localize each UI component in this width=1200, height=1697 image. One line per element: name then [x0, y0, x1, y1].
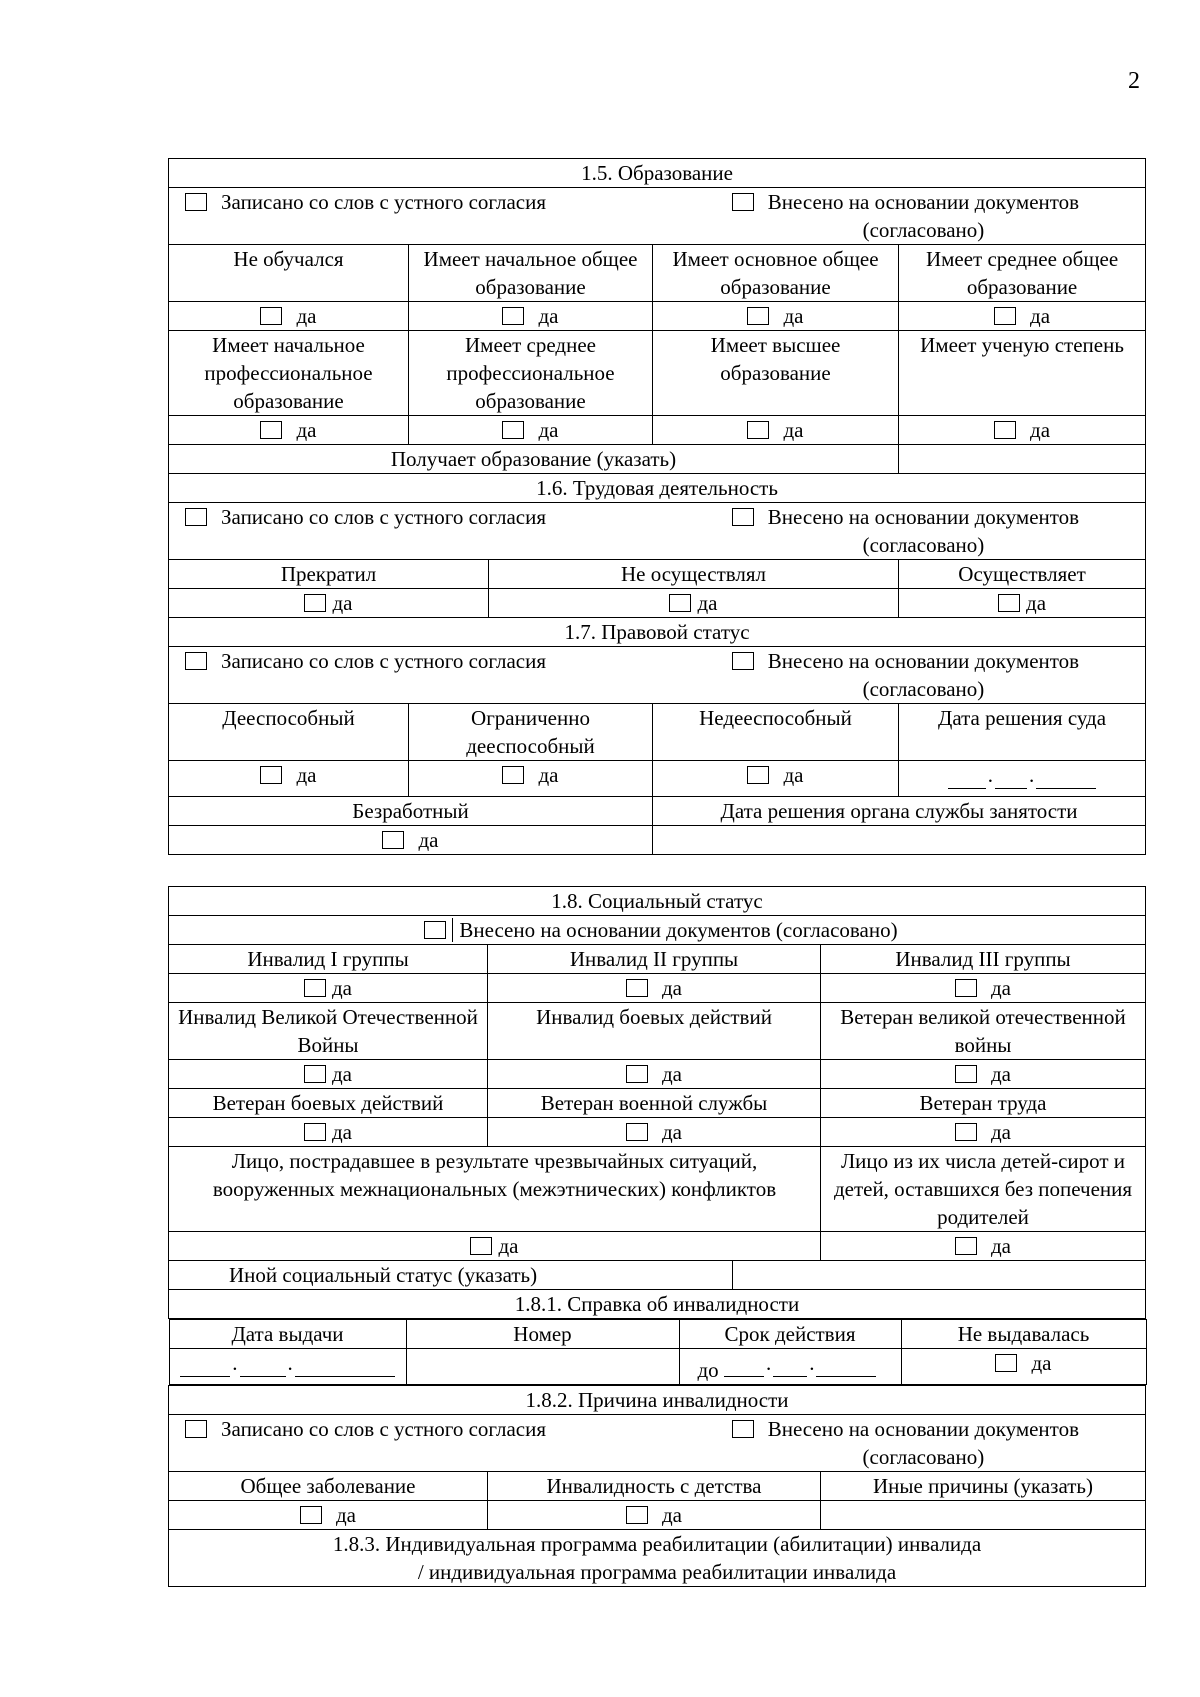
header-combat-veteran: Ветеран боевых действий — [169, 1089, 488, 1118]
checkbox-general-disease[interactable] — [300, 1506, 322, 1524]
label-agreed: (согласовано) — [862, 218, 985, 242]
header-court-date: Дата решения суда — [899, 704, 1146, 761]
section-title-legal: 1.7. Правовой статус — [169, 618, 1146, 647]
label-oral-consent: Записано со слов с устного согласия — [221, 649, 546, 673]
label-agreed: (согласовано) — [862, 677, 985, 701]
label-documents: Внесено на основании документов — [767, 1417, 1079, 1441]
label-documents: Внесено на основании документов — [767, 190, 1080, 214]
label-yes: да — [498, 1234, 519, 1258]
certificate-subtable — [169, 1319, 1147, 1385]
checkbox-academic-degree[interactable] — [994, 421, 1016, 439]
header-disabled-group-1: Инвалид I группы — [169, 945, 488, 974]
page-number: 2 — [1128, 68, 1140, 94]
label-yes: да — [783, 763, 804, 787]
checkbox-childhood-disability[interactable] — [626, 1506, 648, 1524]
checkbox-oral-consent[interactable] — [185, 193, 207, 211]
header-basic-general: Имеет основное общее образование — [653, 245, 899, 302]
header-secondary-general: Имеет среднее общее образование — [899, 245, 1146, 302]
label-yes: да — [661, 1120, 682, 1144]
header-performing: Осуществляет — [899, 560, 1146, 589]
header-military-veteran: Ветеран военной службы — [488, 1089, 821, 1118]
checkbox-primary-general[interactable] — [502, 307, 524, 325]
label-yes: да — [661, 976, 682, 1000]
label-yes: да — [783, 418, 804, 442]
rehab-title-line-1: 1.8.3. Индивидуальная программа реабилитации (абилитации) инвалида — [332, 1532, 982, 1556]
label-oral-consent: Записано со слов с устного согласия — [221, 505, 546, 529]
header-disabled-group-3: Инвалид III группы — [821, 945, 1146, 974]
header-labor-veteran: Ветеран труда — [821, 1089, 1146, 1118]
label-yes: да — [296, 304, 317, 328]
field-receiving-education[interactable] — [899, 445, 1146, 474]
header-primary-professional: Имеет начальное профессиональное образование — [169, 331, 409, 416]
header-number: Номер — [406, 1320, 679, 1349]
label-oral-consent: Записано со слов с устного согласия — [221, 1417, 546, 1441]
checkbox-oral-consent[interactable] — [185, 1420, 207, 1438]
checkbox-combat-veteran[interactable] — [304, 1123, 326, 1141]
header-orphan: Лицо из их числа детей-сирот и детей, оставшихся без попечения родителей — [821, 1147, 1146, 1232]
label-yes: да — [1026, 591, 1047, 615]
field-other-causes[interactable] — [821, 1501, 1146, 1530]
label-yes: да — [697, 591, 718, 615]
header-not-studied: Не обучался — [169, 245, 409, 302]
label-documents: Внесено на основании документов — [767, 505, 1080, 529]
label-yes: да — [418, 828, 439, 852]
label-yes: да — [990, 1234, 1011, 1258]
checkbox-documents[interactable] — [732, 652, 754, 670]
label-yes: да — [296, 763, 317, 787]
label-yes: да — [538, 304, 559, 328]
header-not-issued: Не выдавалась — [901, 1320, 1146, 1349]
checkbox-not-studied[interactable] — [260, 307, 282, 325]
rehab-title-line-2: / индивидуальная программа реабилитации инвалида — [417, 1560, 897, 1584]
label-yes: да — [1031, 1351, 1052, 1375]
section-title-disability-certificate: 1.8.1. Справка об инвалидности — [169, 1290, 1146, 1319]
checkbox-labor-veteran[interactable] — [955, 1123, 977, 1141]
checkbox-not-issued[interactable] — [995, 1354, 1017, 1372]
checkbox-disabled-group-3[interactable] — [955, 979, 977, 997]
label-yes: да — [332, 591, 353, 615]
header-capable: Дееспособный — [169, 704, 409, 761]
label-yes: да — [331, 1062, 352, 1086]
label-yes: да — [296, 418, 317, 442]
checkbox-limited-capable[interactable] — [502, 766, 524, 784]
checkbox-incapable[interactable] — [747, 766, 769, 784]
label-yes: да — [538, 763, 559, 787]
header-incapable: Недееспособный — [653, 704, 899, 761]
form-table-education-work-legal — [168, 158, 1146, 855]
checkbox-emergency-victim[interactable] — [470, 1237, 492, 1255]
checkbox-disabled-group-2[interactable] — [626, 979, 648, 997]
label-yes: да — [331, 976, 352, 1000]
label-agreed: (согласовано) — [862, 533, 985, 557]
header-academic-degree: Имеет ученую степень — [899, 331, 1146, 416]
field-other-social-status[interactable] — [733, 1261, 1146, 1290]
form-table-social-status — [168, 886, 1146, 1587]
checkbox-orphan[interactable] — [955, 1237, 977, 1255]
label-yes: да — [661, 1062, 682, 1086]
header-wwii-disabled: Инвалид Великой Отечественной Войны — [169, 1003, 488, 1060]
header-higher: Имеет высшее образование — [653, 331, 899, 416]
validity-date-field[interactable]: . . — [724, 1349, 877, 1377]
checkbox-primary-professional[interactable] — [260, 421, 282, 439]
header-general-disease: Общее заболевание — [169, 1472, 488, 1501]
checkbox-stopped[interactable] — [304, 594, 326, 612]
header-issue-date: Дата выдачи — [169, 1320, 406, 1349]
checkbox-performing[interactable] — [998, 594, 1020, 612]
header-primary-general: Имеет начальное общее образование — [409, 245, 653, 302]
label-yes: да — [331, 1120, 352, 1144]
section-title-education: 1.5. Образование — [169, 159, 1146, 188]
label-oral-consent: Записано со слов с устного согласия — [221, 190, 546, 214]
checkbox-oral-consent[interactable] — [185, 508, 207, 526]
label-documents: Внесено на основании документов — [767, 649, 1080, 673]
checkbox-wwii-disabled[interactable] — [304, 1065, 326, 1083]
checkbox-combat-disabled[interactable] — [626, 1065, 648, 1083]
checkbox-secondary-professional[interactable] — [502, 421, 524, 439]
label-yes: да — [335, 1503, 356, 1527]
field-employment-service-date[interactable] — [653, 826, 1146, 855]
checkbox-higher[interactable] — [747, 421, 769, 439]
field-number[interactable] — [406, 1349, 679, 1385]
section-title-work: 1.6. Трудовая деятельность — [169, 474, 1146, 503]
header-unemployed: Безработный — [169, 797, 653, 826]
court-date-field[interactable]: . . — [948, 761, 1097, 789]
checkbox-secondary-general[interactable] — [994, 307, 1016, 325]
checkbox-wwii-veteran[interactable] — [955, 1065, 977, 1083]
header-disabled-group-2: Инвалид II группы — [488, 945, 821, 974]
label-agreed: (согласовано) — [862, 1445, 985, 1469]
checkbox-documents[interactable] — [424, 921, 446, 939]
label-yes: да — [538, 418, 559, 442]
checkbox-unemployed[interactable] — [382, 831, 404, 849]
header-limited-capable: Ограниченно дееспособный — [409, 704, 653, 761]
checkbox-documents[interactable] — [732, 508, 754, 526]
header-emergency-victim: Лицо, пострадавшее в результате чрезвычайных ситуаций, вооруженных межнациональных (межэтнических) конфликтов — [169, 1147, 821, 1232]
label-yes: да — [1030, 418, 1051, 442]
checkbox-basic-general[interactable] — [747, 307, 769, 325]
checkbox-capable[interactable] — [260, 766, 282, 784]
label-yes: да — [990, 1120, 1011, 1144]
checkbox-not-performed[interactable] — [669, 594, 691, 612]
checkbox-military-veteran[interactable] — [626, 1123, 648, 1141]
label-receiving-education: Получает образование (указать) — [169, 445, 899, 474]
header-childhood-disability: Инвалидность с детства — [488, 1472, 821, 1501]
header-other-causes: Иные причины (указать) — [821, 1472, 1146, 1501]
label-yes: да — [661, 1503, 682, 1527]
section-title-social: 1.8. Социальный статус — [169, 887, 1146, 916]
label-until: до — [697, 1358, 719, 1382]
header-stopped: Прекратил — [169, 560, 489, 589]
label-yes: да — [783, 304, 804, 328]
issue-date-field[interactable]: . . — [180, 1349, 395, 1377]
header-secondary-professional: Имеет среднее профессиональное образование — [409, 331, 653, 416]
label-yes: да — [990, 976, 1011, 1000]
label-yes: да — [990, 1062, 1011, 1086]
label-documents-agreed: Внесено на основании документов (согласовано) — [452, 918, 897, 942]
checkbox-documents[interactable] — [732, 193, 754, 211]
header-validity: Срок действия — [679, 1320, 901, 1349]
header-employment-service-date: Дата решения органа службы занятости — [653, 797, 1146, 826]
checkbox-disabled-group-1[interactable] — [304, 979, 326, 997]
header-wwii-veteran: Ветеран великой отечественной войны — [821, 1003, 1146, 1060]
header-not-performed: Не осуществлял — [489, 560, 899, 589]
section-title-rehabilitation-program — [169, 1530, 1146, 1587]
checkbox-documents[interactable] — [732, 1420, 754, 1438]
checkbox-oral-consent[interactable] — [185, 652, 207, 670]
label-yes: да — [1030, 304, 1051, 328]
label-other-social-status: Иной социальный статус (указать) — [169, 1261, 733, 1290]
header-combat-disabled: Инвалид боевых действий — [488, 1003, 821, 1060]
section-title-disability-cause: 1.8.2. Причина инвалидности — [169, 1386, 1146, 1415]
